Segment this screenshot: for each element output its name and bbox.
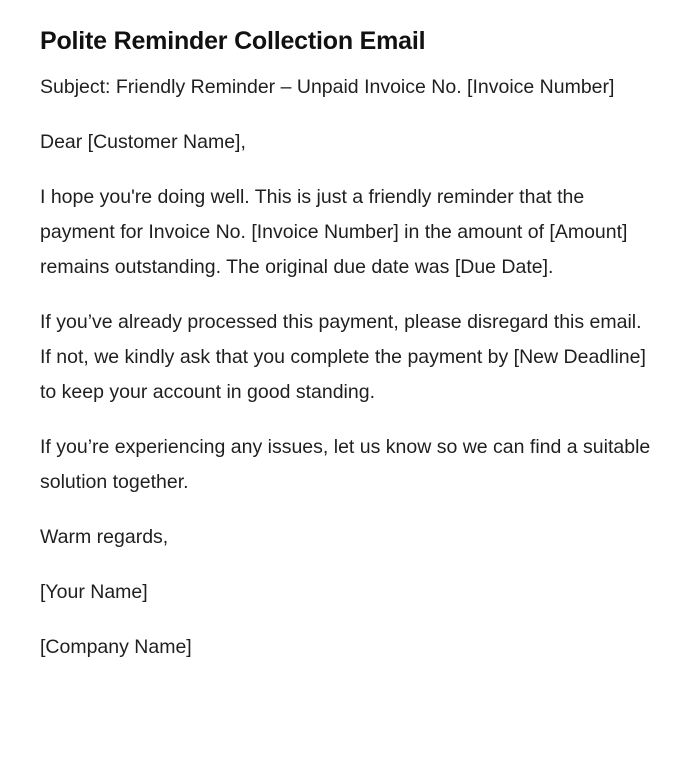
signature-company: [Company Name] bbox=[40, 636, 192, 658]
email-body-paragraph-3: If you’re experiencing any issues, let us know so we can find a suitable solution together. bbox=[40, 436, 651, 493]
document-title: Polite Reminder Collection Email bbox=[40, 27, 426, 55]
email-subject-line: Subject: Friendly Reminder – Unpaid Invoice No. [Invoice Number] bbox=[40, 76, 615, 98]
signature-name: [Your Name] bbox=[40, 581, 148, 603]
email-closing: Warm regards, bbox=[40, 526, 169, 548]
email-body-paragraph-1: I hope you're doing well. This is just a friendly reminder that the payment for Invoice No. [Invoice Number] in the amount of [Amount] remains outstanding. The original due date was [Due Date]. bbox=[40, 186, 628, 278]
email-body-paragraph-2: If you’ve already processed this payment, please disregard this email. If not, we kindly ask that you complete the payment by [New Deadline] to keep your account in good standing. bbox=[40, 311, 646, 403]
email-greeting: Dear [Customer Name], bbox=[40, 131, 246, 153]
